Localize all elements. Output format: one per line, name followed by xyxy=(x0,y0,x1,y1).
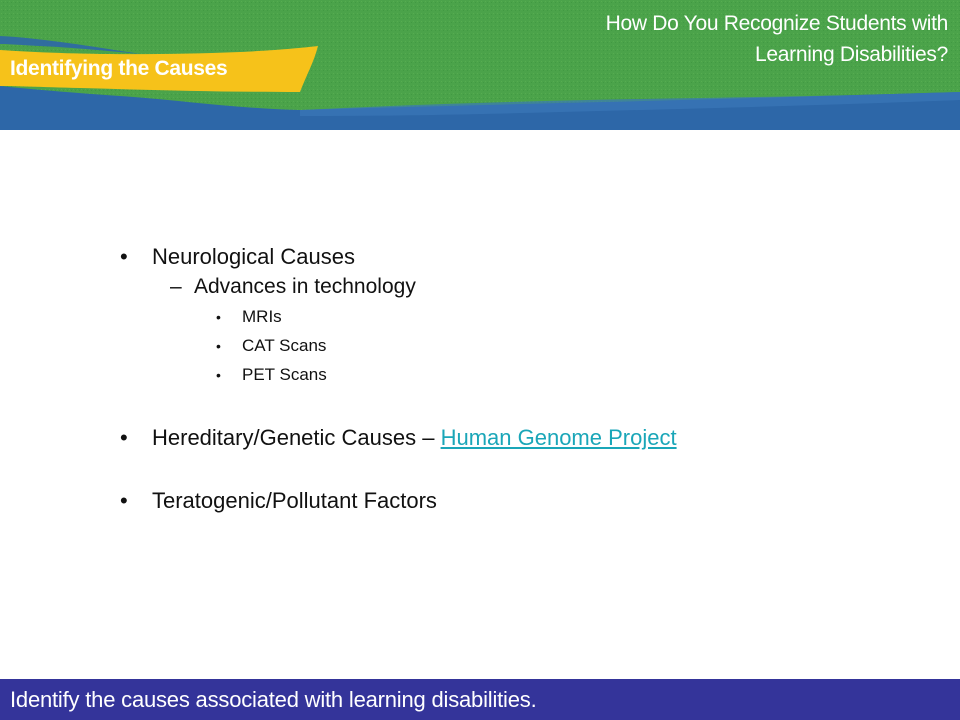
bullet-icon: • xyxy=(216,309,221,325)
bullet-icon: • xyxy=(120,425,128,450)
bullet-text: Neurological Causes xyxy=(152,244,355,269)
bullet-icon: • xyxy=(216,367,221,383)
list-item-mris xyxy=(216,307,282,327)
footer-objective: Identify the causes associated with learning disabilities. xyxy=(0,679,960,720)
bullet-icon: • xyxy=(216,338,221,354)
bullet-teratogenic xyxy=(120,488,437,514)
bullet-icon: • xyxy=(120,244,128,269)
list-item-text: CAT Scans xyxy=(242,336,327,355)
bullet-text: Hereditary/Genetic Causes – xyxy=(152,425,441,450)
sub-bullet-text: Advances in technology xyxy=(194,275,416,298)
human-genome-project-link[interactable]: Human Genome Project xyxy=(440,425,677,450)
title-line-2: Learning Disabilities? xyxy=(754,43,948,66)
list-item-text: PET Scans xyxy=(242,365,327,384)
list-item-cat-scans xyxy=(216,336,326,356)
list-item-pet-scans xyxy=(216,365,327,385)
bullet-neurological xyxy=(120,244,355,270)
list-item-text: MRIs xyxy=(242,307,282,326)
section-title: Identifying the Causes xyxy=(10,57,228,80)
bullet-icon: • xyxy=(120,488,128,513)
bullet-text: Teratogenic/Pollutant Factors xyxy=(152,488,437,513)
dash-icon: – xyxy=(170,275,182,298)
bullet-hereditary xyxy=(120,425,677,451)
sub-bullet-advances xyxy=(170,275,416,299)
title-line-1: How Do You Recognize Students with xyxy=(605,12,948,35)
